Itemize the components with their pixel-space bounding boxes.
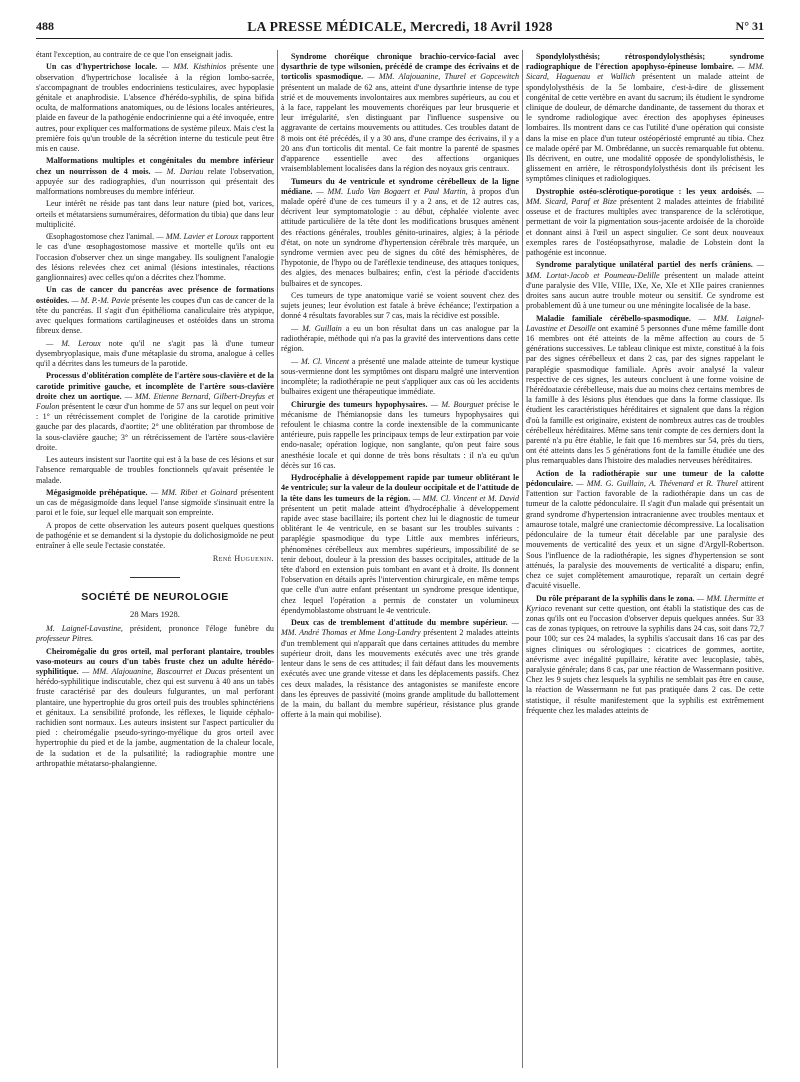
article-body: a présenté une malade atteinte de tumeur kystique sous-vermienne dont les symptômes ont disparu malgré une intervention incomplète; la radiothérapie ne peut s'appliquer aux cas où les accidents bulbaires exigent une thérapeutique immédiate.: [281, 356, 519, 397]
article-title: Malformations multiples et congénitales du membre inférieur chez un nourrisson de 4 mois.: [36, 156, 274, 176]
article-body: rapportent le cas d'une œsophagostomose massive et mortelle qu'ils ont eu l'occasion d'observer chez un singe mangabey. Ils soulignent l'analogie des lésions relevées chez cet animal (lésions intestinales, réactions ganglionnaires) avec celles qu'on a décrites chez l'homme.: [36, 232, 274, 283]
column-right: [526, 50, 764, 1070]
article-body: président, prononce l'éloge funèbre du: [122, 624, 274, 634]
article: [526, 469, 764, 591]
article-title: Maladie familiale cérébello-spasmodique.: [536, 313, 691, 323]
article-authors: — MM. Lavier et Loroux: [156, 232, 239, 242]
article-body: précise le mécanisme de l'hémianopsie dans les tumeurs hypophysaires qui refoulent le chiasma contre la corde inextensible de la communicante antérieure, puis rappelle les principaux temps de leur extirpation par voie endo-nasale; opération logique, non sanglante, qu'on peut faire sous anesthésie locale et qui donne de très bons résultats : il n'a eu qu'un décès sur 16 cas.: [281, 399, 519, 470]
article-title: Syndrome choréique chronique brachio-cervico-facial avec dysarthrie de type wilsonien, précédé de crampe des écrivains et de torticolis spasmodique.: [281, 52, 519, 82]
article-body: présente une observation d'hypertrichose localisée à la région lombo-sacrée, s'accompagnant de troubles endocriniens testiculaires, avec hypoplasie génitale et anaphrodisie. L'absence d'hérédo-syphilis, de spina bifida oculta, de malformations anatomiques, ou de lésions locales antérieures, plaide en faveur de la pathogénie endocrinienne qui a été invoquée, entre autres, pour expliquer ces malformations de système pileux. Mais c'est la première fois qu'un trouble de la sécrétion interne du testicule peut être mis en cause.: [36, 62, 274, 154]
article: [281, 618, 519, 720]
article: [281, 177, 519, 289]
article-body: note qu'il ne s'agit pas là d'une tumeur dysembryoplasique, mais d'une métaplasie du stroma, analogue à celles qu'il a décrites dans les tumeurs de la parotide.: [36, 338, 274, 369]
article-body: présentent 2 malades atteints d'un tremblement qui n'apparaît que dans certaines attitudes du membre supérieur droit, dans les mouvements exécutés avec une très grande lenteur dans le sens de ces attitudes; il fait défaut dans les mouvements exécutés avec une grande vitesse et dans les déplacements passifs. Chez ces deux malades, la résistance des antagonistes se manifeste encore dans les épreuves de passivité (moins grande amplitude du ballottement de la main, du ballant du membre supérieur, résistance plus grande offerte à la main qui mobilise).: [281, 628, 519, 720]
article-body: présentent un petit malade atteint d'hydrocéphalie à développement rapide avec stase bacillaire; ils portent chez lui le diagnostic de tumeur oblitérant le 4e ventricule, en se basant sur les troubles suivants : paraplégie spasmodique du type Little aux membres inférieurs, phénomènes cérébelleux aux membres supérieurs, impossibilité de se tenir debout, douleur à la pression des basses occipitales, attitude de la tête d'abord en extension puis tombant en avant et à droite. Ils donnent l'observation en détails après l'intervention chirurgicale, en même temps que celle d'un autre enfant présentant un syndrome presque identique, chez lequel l'opération a permis de constater un volumineux épendymoblastome obstruant le 4e ventricule.: [281, 503, 519, 615]
article-authors: — MM. Kisthinios: [161, 62, 227, 72]
society-heading: SOCIÉTÉ DE NEUROLOGIE: [81, 590, 229, 603]
article-body: attirent l'attention sur l'action favorable de la radiothérapie dans un cas de tumeur de la calotte pédonculaire. Il s'agit d'un malade qui présentait un grand syndrome d'hypertension intracranienne avec troubles mentaux et amaurose totale, malgré une craniectomie décompressive. La localisation pédonculaire de la tumeur était décelable par une paralysie des mouvements de verticalité des yeux et un signe d'Argyll-Robertson. Sous l'influence de la radiothérapie, les signes d'hypertension se sont atténués, la paralysie des mouvements de verticalité a disparu; enfin, chez ce sujet complètement amaurotique, reparaît un certain degré d'acuité visuelle.: [526, 479, 764, 591]
article-body: présentent 2 malades atteintes de friabilité osseuse et de fractures multiples avec transparence de la sclérotique, permettant de voir la pigmentation sous-jacente ardoisée de la choroïde et donnant ainsi à l'œil un aspect singulier. Ce sont deux nouveaux exemples rares de l'ostéopsathyrose, maladie de Lobstein dont la pathogénie est inconnue.: [526, 197, 764, 258]
article-title: Cheiromégalie du gros orteil, mal perforant plantaire, troubles vaso-moteurs au cours d'un tabès fruste chez un adulte hérédo-syphilitique.: [36, 646, 274, 677]
article-body: ont examiné 5 personnes d'une même famille dont 16 membres ont été atteints de la même affection au cours de 5 générations successives. Le tableau clinique est mixte, constitué à la fois par des signes cérébelleux et dans 2 cas, par des signes rappelant le paraplégie spasmodique familiale. Après avoir analysé la valeur respective de ces signes, les auteurs concluent à une forme voisine de l'hérédoataxie cérébelleuse, mais due au moins chez certains membres de la famille à des lésions plus étendues que dans la forme classique. Ils étudient les caractéristiques héréditaires et signalent que dans la région d'où la famille est originaire, existent de nombreux autres cas de troubles cérébelleux héréditaires. Même sans tenir compte de ces derniers dont la parenté n'a pu être établie, le fait que 16 membres sur 54, près du tiers, ont été atteints dans les 5 générations font de la famille étudiée une des plus remarquables dans l'histoire des maladies nerveuses héréditaires.: [526, 323, 764, 466]
article-authors: — MM. Sicard, Paraf et Bize: [526, 186, 764, 207]
article-body: relate l'observation, appuyée sur des radiographies, d'un nourrisson qui présentait des malformations nombreuses du membre inférieur.: [36, 166, 274, 197]
article: [36, 488, 274, 519]
article-authors: — MM. Lortat-Jacob et Poumeau-Delille: [526, 260, 764, 280]
paragraph: [281, 357, 519, 398]
issue-number: N° 31: [735, 19, 764, 33]
column-divider: [522, 50, 523, 1068]
article-title: Mégasigmoïde préhépatique.: [46, 488, 148, 498]
article-title: Hydrocéphalie à développement rapide par tumeur oblitérant le 4e ventricule; sur la valeur de la douleur occipitale et de l'attitude de la tête dans les tumeurs de la région.: [281, 473, 519, 503]
article-body: présentent un malade atteint d'une paralysie des VIIe, VIIIe, IXe, Xe, XIe et XIIe paires craniennes droites sans aucun autre trouble moteur ou sensitif. Ce syndrome est probablement dû à une tumeur ou une méningite localisée de la base.: [526, 270, 764, 311]
paragraph: étant l'exception, au contraire de ce que l'on enseignait jadis.: [36, 50, 233, 59]
article-authors: — MM. Sicard, Haguenau et Wallich: [526, 62, 764, 82]
journal-title: LA PRESSE MÉDICALE, Mercredi, 18 Avril 1928: [247, 19, 553, 34]
article-authors: — M. Dariau: [155, 166, 204, 176]
article-title: Deux cas de tremblement d'attitude du membre supérieur.: [291, 618, 508, 628]
article-body: a eu un bon résultat dans un cas analogue par la radiothérapie, méthode qui n'a pas la gravité des interventions dans cette région.: [281, 323, 519, 354]
page-number: 488: [36, 19, 54, 33]
article: [36, 156, 274, 197]
paragraph: Les auteurs insistent sur l'aortite qui est à la base de ces lésions et sur l'absence remarquable de troubles fonctionnels qu'avait présentée le malade.: [36, 455, 274, 485]
article-title: Un cas de cancer du pancréas avec présence de formations ostéoïdes.: [36, 285, 274, 305]
article-authors: — MM. Cl. Vincent et M. David: [412, 493, 519, 503]
article-body: à propos d'un malade opéré d'une de ces tumeurs il y a 2 ans, et de 12 autres cas, décrivent leur symptomatologie : au début, céphalée violente avec attitude particulière de la tête dont les modifications brusques amènent des réactions générales, troubles génito-urinaires, algies; à la période d'état, on note un syndrome d'hypertension cérébrale très marquée, un syndrome vermien avec peu de signes du côté des hémisphères, de l'hypotonie, de l'hypo ou de l'aréflexie tendineuse, des attaques toniques, des algies, des menaces bulbaires; enfin, c'est la période d'accidents bulbaires et de syncopes.: [281, 186, 519, 288]
article-authors: — MM. Alajouanine, Thurel et Gopcewitch: [367, 72, 519, 82]
article-body: présente les coupes d'un cas de cancer de la tête du pancréas. Il s'agit d'un épithélioma canaliculaire très atypique, avec quelques formations cartilagineuses et ostéoïdes dans un stroma fibreux dense.: [36, 295, 274, 336]
article: [36, 232, 274, 283]
author-signature: René Huguenin.: [212, 554, 274, 564]
article-body: revenant sur cette question, ont établi la statistique des cas de zonas qu'ils ont eu l'occasion d'observer depuis quelques années. Sur 33 cas de zonas typiques, on retrouve la syphilis dans 24 cas, soit dans 72,7 pour 100; sur ces 24 malades, la syphilis s'accusait dans 16 cas par des signes cliniques ou sérologiques : cicatrices de gommes, aortite, anévrisme avec inégalité pupillaire, kératite avec leucoplasie, tabès, paralysie générale; dans 8 cas, par une réaction de Wassermann positive. Chez les 9 sujets chez lesquels la syphilis ne semblait pas être en cause, la réaction de Wassermann ne fut pas pratiquée dans 2 cas. De cette statistique, il résulte manifestement que la syphilis est extrêmement fréquente chez les malades atteints de: [526, 603, 764, 715]
article: [281, 473, 519, 616]
article: [281, 400, 519, 471]
article-title: Processus d'oblitération complète de l'artère sous-clavière et de la carotide primitive gauche, et incomplète de l'artère sous-clavière droite chez un aortique.: [36, 371, 274, 401]
article: [36, 371, 274, 453]
article-authors: — MM. André Thomas et Mme Long-Landry: [281, 618, 519, 638]
article: [526, 187, 764, 258]
paragraph: A propos de cette observation les auteurs posent quelques questions de pathogénie et se demandent si la dystopie du dolichosigmoïde ne peut entraîner à elle seule l'ectasie constatée.: [36, 520, 274, 551]
article-authors: M. Laignel-Lavastine,: [46, 624, 123, 634]
article: [526, 314, 764, 467]
article-authors: — M. Bourguet: [430, 399, 484, 409]
article: [281, 52, 519, 174]
article-authors: — MM. Etienne Bernard, Gilbert-Dreyfus et Foulon: [36, 391, 274, 412]
article-body: présentent le cœur d'un homme de 57 ans sur lequel on peut voir : 1° un rétrécissement complet de l'origine de la carotide primitive gauche par des placards, d'aortite; 2° une oblitération par thrombose de la sous-clavière gauche; 3° un rétrécissement de l'artère sous-clavière droite.: [36, 402, 274, 452]
column-left: [36, 50, 274, 1070]
article: [526, 52, 764, 185]
paragraph: Ces tumeurs de type anatomique varié se voient souvent chez des sujets jeunes; leur évolution est fatale à brève échéance; l'extirpation a donné 4 résultats favorables sur 7 cas, mais la récidive est possible.: [281, 291, 519, 321]
article-title: Action de la radiothérapie sur une tumeur de la calotte pédonculaire.: [526, 468, 764, 489]
article-authors: — M. Guillain: [291, 323, 342, 333]
article-authors: — MM. Lhermitte et Kyriaco: [526, 593, 764, 613]
column-divider: [277, 50, 278, 1068]
article-title: Du rôle préparant de la syphilis dans le zona.: [536, 593, 695, 603]
article-authors: — M. Leroux: [46, 338, 101, 348]
page-header: [36, 18, 764, 39]
article-title: Chirurgie des tumeurs hypophysaires.: [291, 399, 428, 409]
article-authors: — MM. Ludo Van Bogaert et Paul Martin,: [316, 186, 468, 196]
article: [526, 594, 764, 716]
article: [36, 62, 274, 154]
column-middle: [281, 50, 519, 1070]
article-authors: — MM. Ribet et Goinard: [150, 488, 238, 498]
article-body: présentent un malade de 62 ans, atteint d'une dysarthrie intense de type strié et de mouvements involontaires aux membres supérieurs, au cou et à la face, rappelant les mouvements choréiques par leur brusquerie et leur irrégularité, s'en distinguant par l'influence suspensive ou aggravante de certains mouvements ou attitudes. Ces troubles datant de 8 mois ont été précédés, il y a 30 ans, d'une crampe des écrivains, il y a 20 ans d'un torticolis dit mental. Ce fait montre la parenté de spasmes d'apparence essentielle avec des affections organiques vraisemblablement localisées dans la région des noyaux gris centraux.: [281, 82, 519, 174]
paragraph: Leur intérêt ne réside pas tant dans leur nature (pied bot, varices, orteils et métatarsiens surnuméraires, déformation du tibia) que dans leur multiplicité.: [36, 199, 274, 229]
session-date: 28 Mars 1928.: [130, 608, 180, 619]
article-authors: — MM. G. Guillain, A. Thévenard et R. Thurel: [576, 479, 738, 489]
article-body: présentent un hérédo-syphilitique indiscutable, chez qui est survenu à 40 ans un tabès fruste caractérisé par des douleurs fulgurantes, un mal perforant plantaire, une hypertrophie du gros orteil puis des troubles sphinctériens et génitaux. La sensibilité profonde, les réflexes, le liquide céphalo-rachidien sont normaux. Les auteurs insistent sur l'aspect particulier du pied : cheiromégalie pseudo-syringo-myélique du gros orteil avec hypertrophie du pied et de la jambe, augmentation de la chaleur locale, de la sudation et de la pulsatilité; la radiographie montre une arthropathie métatarso-phalangienne.: [36, 667, 274, 768]
article: [36, 647, 274, 769]
article-authors: — MM. Alajouanine, Bascourret et Ducas: [82, 667, 226, 677]
article-title: Spondylolysthésis; rétrospondylolysthésis; syndrome radiographique de l'érection apophyso-épineuse lombaire.: [526, 52, 764, 72]
article-title: Tumeurs du 4e ventricule et syndrome cérébelleux de la ligne médiane.: [281, 176, 519, 196]
paragraph: [36, 339, 274, 370]
article-body: présentent un malade atteint de spondylolysthésis de la 5e lombaire, c'est-à-dire de glissement congénital de cette vertèbre en avant du sacrum; ils étudient le syndrome clinique de douleur, de démarche dandinante, de tassement du thorax et le syndrome radiologique avec érection des apophyses épineuses lombaires. Ils montrent dans ce cas l'utilité d'une opération qui consiste dans la mise en place d'un tuteur ostéopériosté emprunté au tibia. Chez ce malade opéré par M. Ombrédanne, un succès remarquable fut obtenu. Ils décrivent, en outre, une modalité opposée de spondylolisthésis, le glissement en arrière, le rétrospondylolysthésis dont ils précisent les symptômes cliniques et radiologiques.: [526, 72, 764, 184]
article: [36, 285, 274, 336]
article-title: Dystrophie ostéo-sclérotique-porotique : les yeux ardoisés.: [536, 186, 752, 196]
section-divider: [130, 577, 180, 578]
article-body: présentent un cas de mégasigmoïde dans lequel l'anse sigmoïde s'insinuait entre la paroi et le foie, sur lequel elle marquait son empreinte.: [36, 488, 274, 518]
paragraph: [36, 624, 274, 644]
article: [526, 260, 764, 311]
article-authors: — MM. Laignel-Lavastine et Desoille: [526, 313, 764, 333]
article-authors: — M. Cl. Vincent: [291, 356, 350, 366]
person-name: professeur Pitres.: [36, 634, 94, 644]
paragraph: [281, 324, 519, 355]
article-authors: — M. P.-M. Pavie: [71, 295, 130, 305]
article-title: Un cas d'hypertrichose locale.: [46, 62, 158, 72]
article-title: Syndrome paralytique unilatéral partiel des nerfs crâniens.: [536, 260, 753, 270]
article-title: Œsophagostomose chez l'animal.: [46, 232, 155, 242]
